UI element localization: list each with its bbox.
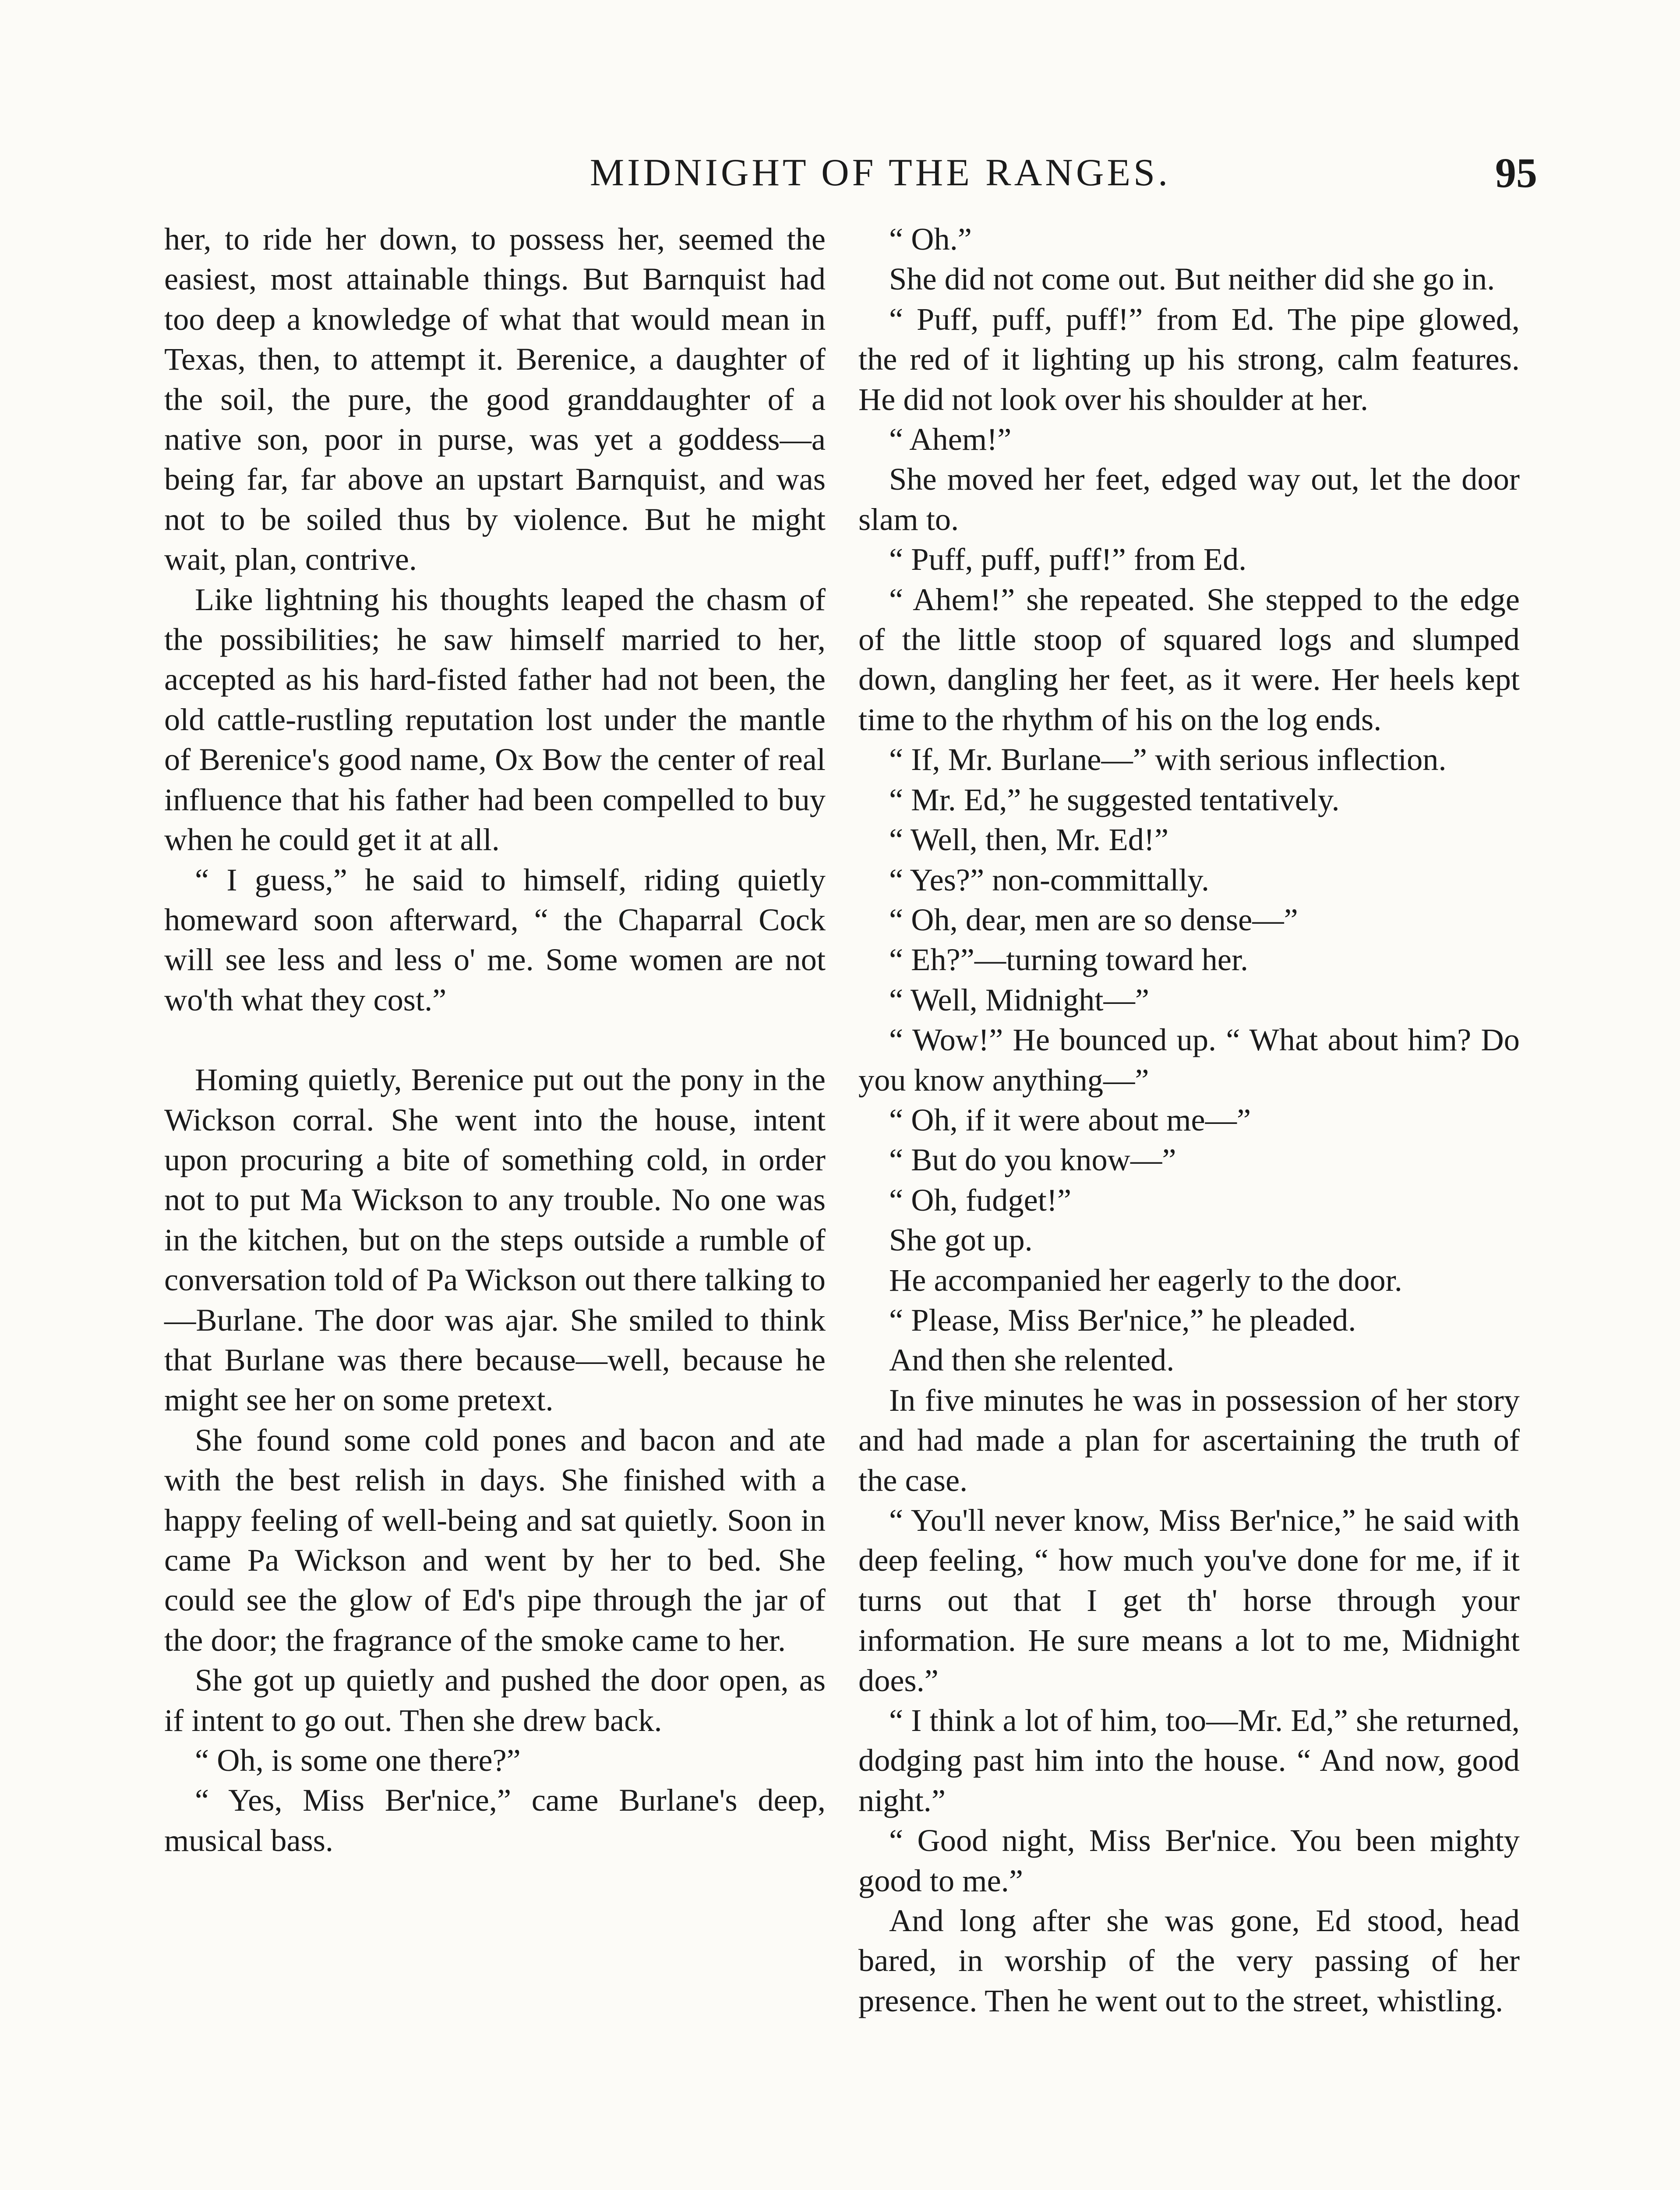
paragraph: “ Good night, Miss Ber'nice. You been mighty good to me.” — [858, 1823, 1520, 1898]
paragraph: her, to ride her down, to possess her, seemed the easiest, most attainable things. But Barnquist had too deep a knowledge of what that would mean in Texas, then, to attempt it. Berenice, a daughter of the soil, the pure, the good granddaughter of a native son, poor in purse, was yet a goddess—a being far, far above an upstart Barnquist, and was not to be soiled thus by violence. But he might wait, plan, contrive. — [164, 221, 826, 577]
paragraph: “ You'll never know, Miss Ber'nice,” he said with deep feeling, “ how much you've done for me, if it turns out that I get th' horse through your information. He sure means a lot to me, Midnight does.” — [858, 1502, 1520, 1698]
paragraph: “ Yes?” non-committally. — [889, 862, 1210, 897]
paragraph: “ Oh, fudget!” — [889, 1182, 1072, 1218]
paragraph: She got up quietly and pushed the door open, as if intent to go out. Then she drew back. — [164, 1662, 826, 1738]
paragraph: She did not come out. But neither did she go in. — [889, 261, 1495, 297]
running-head: MIDNIGHT OF THE RANGES. — [589, 152, 1171, 194]
paragraph: “ Well, Midnight—” — [889, 982, 1150, 1017]
paragraph: “ Oh.” — [889, 221, 972, 257]
paragraph: “ I guess,” he said to himself, riding quietly homeward soon afterward, “ the Chaparral Cock will see less and less o' me. Some women are not wo'th what they cost.” — [164, 862, 826, 1017]
page-number: 95 — [1495, 149, 1537, 196]
paragraph: “ Oh, dear, men are so dense—” — [889, 901, 1298, 937]
paragraph: In five minutes he was in possession of her story and had made a plan for ascertaining the truth of the case. — [858, 1382, 1520, 1498]
left-column — [164, 219, 826, 1860]
paragraph: He accompanied her eagerly to the door. — [889, 1262, 1402, 1298]
paragraph: She got up. — [889, 1222, 1033, 1258]
paragraph: “ Puff, puff, puff!” from Ed. — [889, 541, 1247, 577]
paragraph: “ Ahem!” — [889, 421, 1012, 457]
paragraph: “ Wow!” He bounced up. “ What about him? Do you know anything—” — [858, 1022, 1520, 1098]
paragraph: “ Mr. Ed,” he suggested tentatively. — [889, 781, 1340, 817]
paragraph: “ If, Mr. Burlane—” with serious inflection. — [889, 742, 1447, 777]
paragraph: “ Yes, Miss Ber'nice,” came Burlane's deep, musical bass. — [164, 1782, 826, 1858]
paragraph: And long after she was gone, Ed stood, head bared, in worship of the very passing of her presence. Then he went out to the street, whistling. — [858, 1903, 1520, 2018]
paragraph: She moved her feet, edged way out, let the door slam to. — [858, 461, 1520, 537]
paragraph: She found some cold pones and bacon and ate with the best relish in days. She finished with a happy feeling of well-being and sat quietly. Soon in came Pa Wickson and went by her to bed. She could see the glow of Ed's pipe through the jar of the door; the fragrance of the smoke came to her. — [164, 1422, 826, 1658]
paragraph: “ Ahem!” she repeated. She stepped to the edge of the little stoop of squared logs and slumped down, dangling her feet, as it were. Her heels kept time to the rhythm of his on the log ends. — [858, 581, 1520, 737]
paragraph: “ Well, then, Mr. Ed!” — [889, 822, 1169, 858]
paragraph: “ Puff, puff, puff!” from Ed. The pipe glowed, the red of it lighting up his strong, calm features. He did not look over his shoulder at her. — [858, 301, 1520, 417]
paragraph: “ Please, Miss Ber'nice,” he pleaded. — [889, 1302, 1356, 1338]
paragraph: “ I think a lot of him, too—Mr. Ed,” she returned, dodging past him into the house. “ And now, good night.” — [858, 1703, 1520, 1818]
paragraph: “ But do you know—” — [889, 1142, 1176, 1178]
paragraph: “ Oh, is some one there?” — [195, 1742, 521, 1778]
paragraph: And then she relented. — [889, 1342, 1175, 1378]
paragraph: “ Eh?”—turning toward her. — [889, 942, 1249, 978]
paragraph: “ Oh, if it were about me—” — [889, 1102, 1251, 1137]
page-header — [0, 140, 1680, 206]
paragraph: Homing quietly, Berenice put out the pony in the Wickson corral. She went into the house, intent upon procuring a bite of something cold, in order not to put Ma Wickson to any trouble. No one was in the kitchen, but on the steps outside a rumble of conversation told of Pa Wickson out there talking to—Burlane. The door was ajar. She smiled to think that Burlane was there because—well, because he might see her on some pretext. — [164, 1062, 826, 1418]
right-column — [858, 219, 1520, 2020]
paragraph: Like lightning his thoughts leaped the chasm of the possibilities; he saw himself married to her, accepted as his hard-fisted father had not been, the old cattle-rustling reputation lost under the mantle of Berenice's good name, Ox Bow the center of real influence that his father had been compelled to buy when he could get it at all. — [164, 581, 826, 858]
